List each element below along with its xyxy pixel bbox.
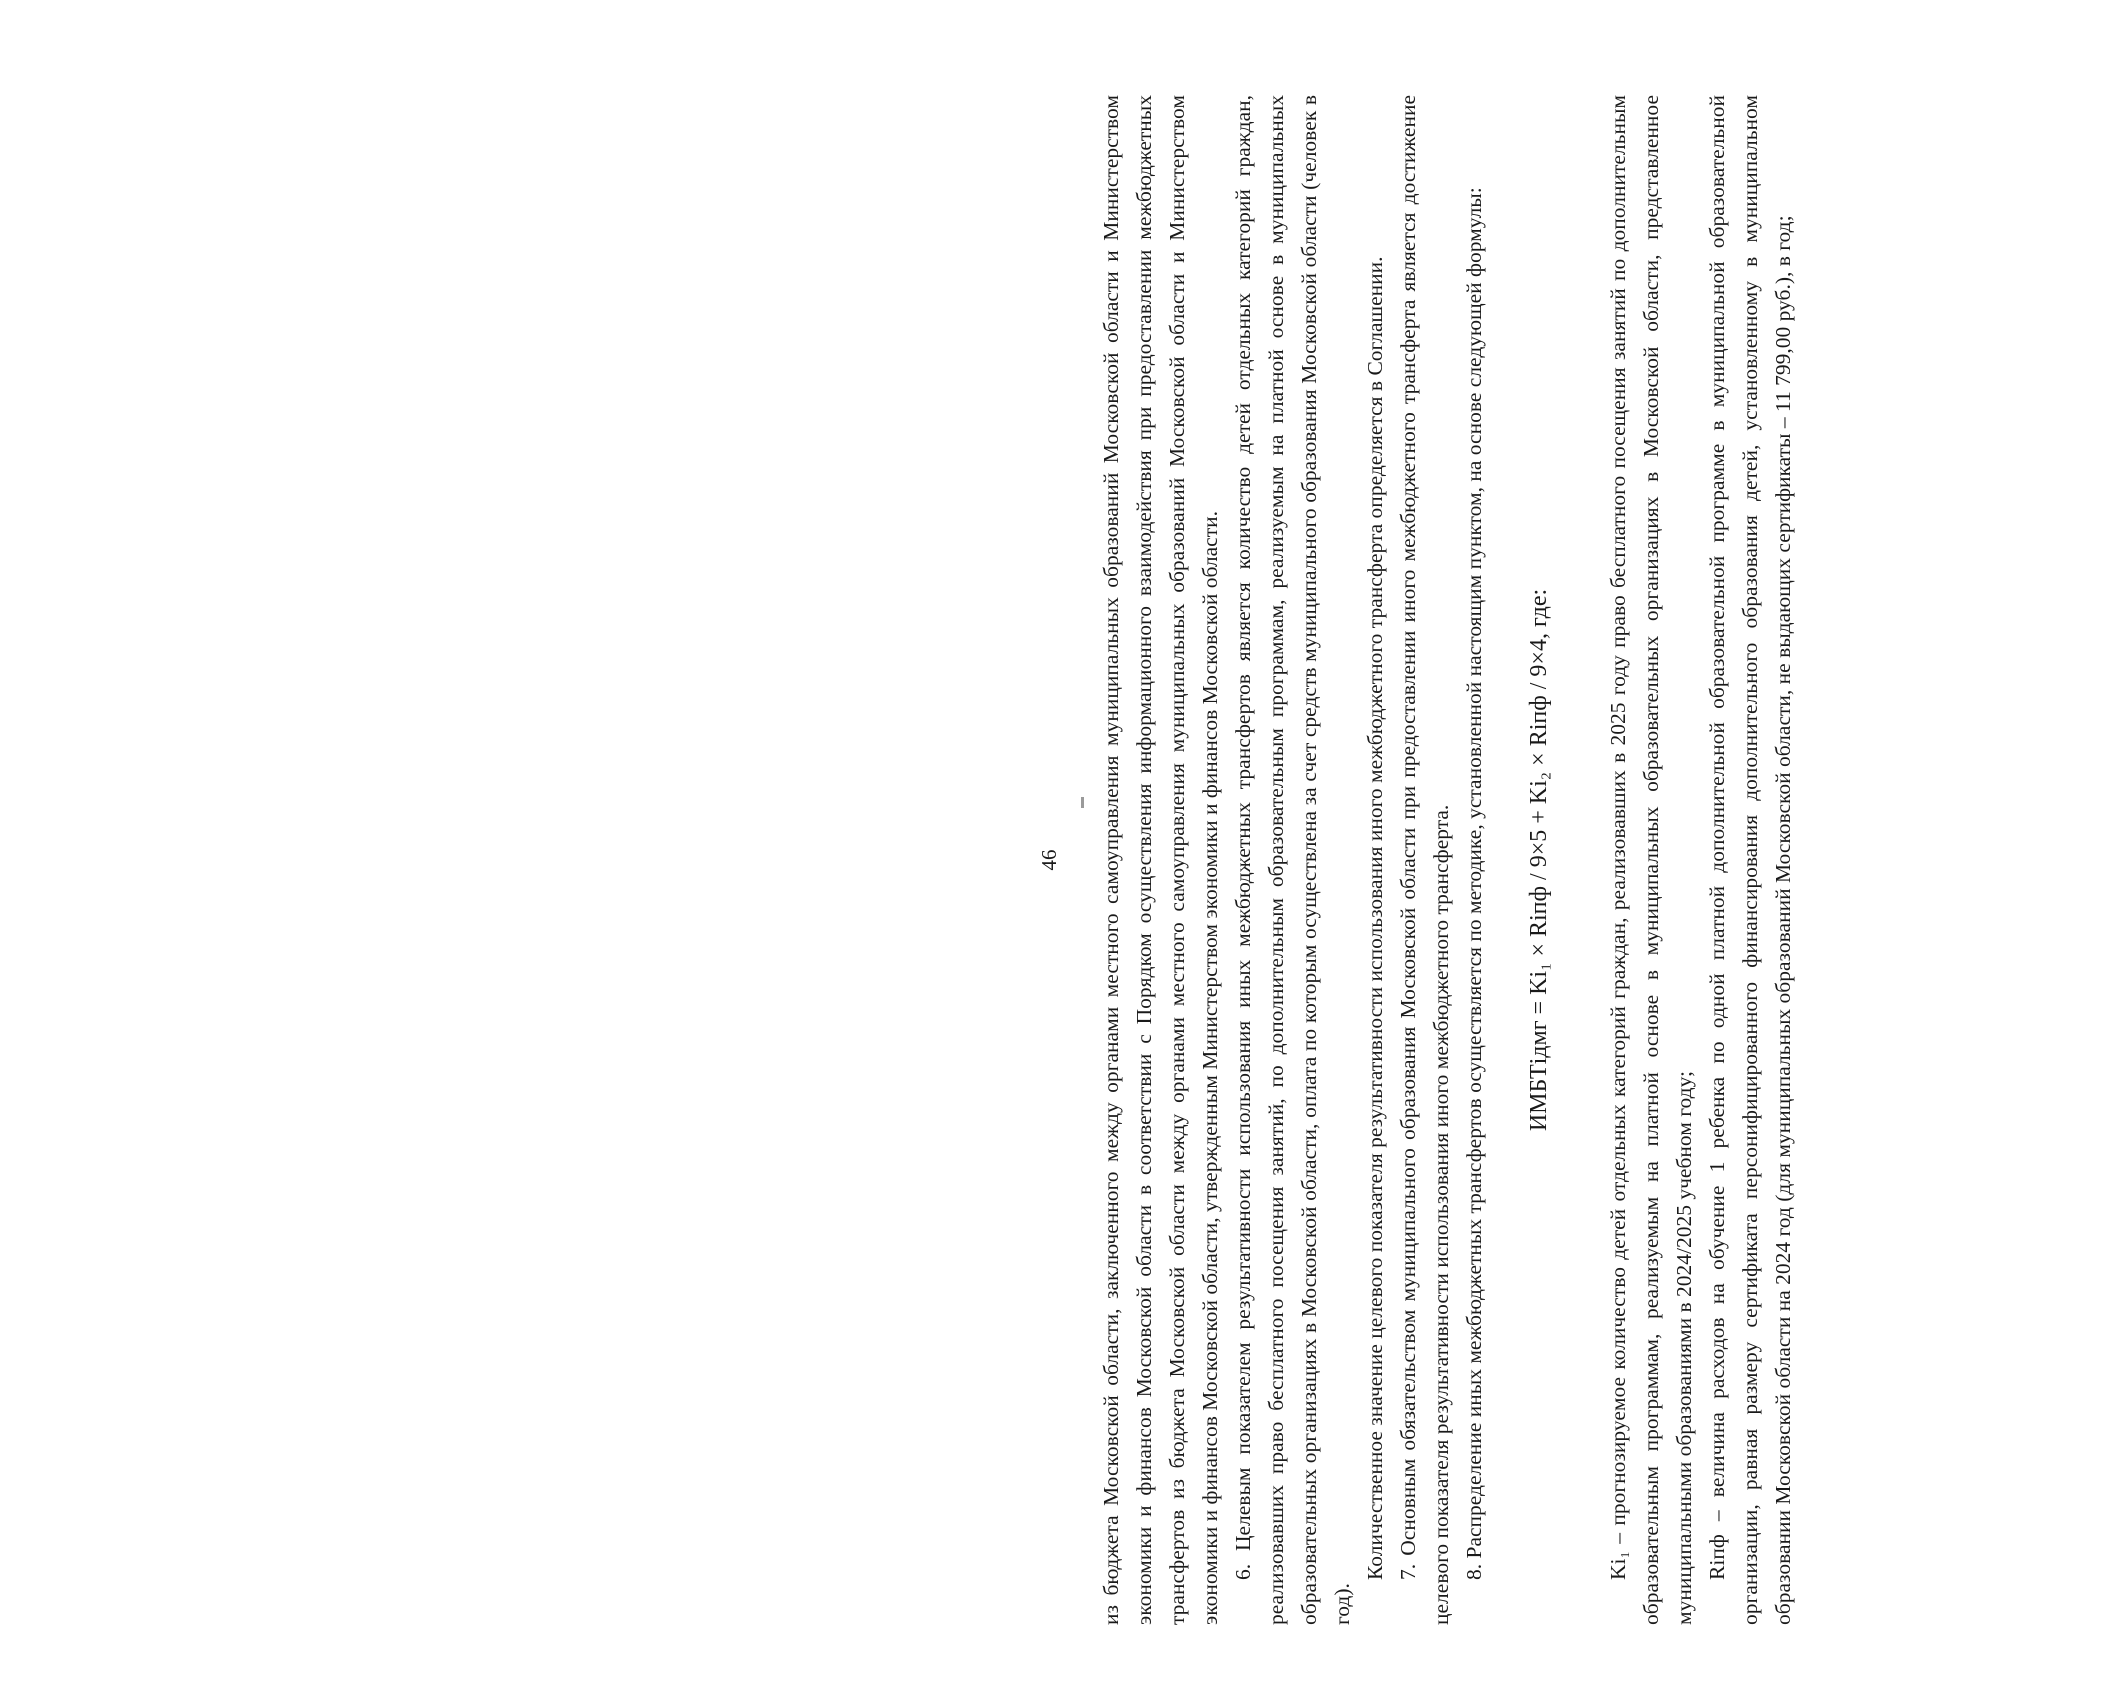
paragraph-8: 8. Распределение иных межбюджетных трансфертов осуществляется по методике, установленной настоящим пунктом, на основе следующей формулы: [1462,187,1486,1580]
definition-ripf: Riпф – величина расходов на обучение 1 ребенка по одной платной дополнительной образовательной программе в муниципальной образовательной организации, равная размеру сертификата персонифицированного финансирования дополнительного образования детей, установленному в муниципальном образовании Московской области на 2024 год (для муниципальных образований Московской области, не выдающих сертификаты – 11 799,00 руб.), в год; [1705,95,1795,1625]
distribution-formula: ИМБТiдмг = Ki₁ × Riпф / 9×5 + Ki₂ × Riпф / 9×4, где: [1526,588,1552,1132]
paragraph-continuation: из бюджета Московской области, заключенного между органами местного самоуправления муниципальных образований Московской области и Министерством экономики и финансов Московской области в соответствии с Порядком осуществления информационного взаимодействия при предоставлении межбюджетных трансфертов из бюджета Московской области между органами местного самоуправления муниципальных образований Московской области и Министерством экономики и финансов Московской области, утвержденным Министерством экономики и финансов Московской области. [1099,95,1222,1625]
scan-artifact-mark [1081,797,1084,808]
page-number: 46 [1037,849,1061,871]
rotated-text-block [1037,95,2105,1625]
paragraph-7: 7. Основным обязательством муниципального образования Московской области при предоставлении иного межбюджетного трансферта является достижение целевого показателя результативности использования иного межбюджетного трансферта. [1396,95,1453,1625]
paragraph-6-value: Количественное значение целевого показателя результативности использования иного межбюджетного трансферта определяется в Соглашении. [1363,256,1387,1580]
definition-ki1: Ki₁ – прогнозируемое количество детей отдельных категорий граждан, реализовавших в 2025 году право бесплатного посещения занятий по дополнительным образовательным программам, реализуемым на платной основе в муниципальных образовательных организациях в Московской области, представленное муниципальными образованиями в 2024/2025 учебном году; [1606,95,1696,1625]
paragraph-6: 6. Целевым показателем результативности использования иных межбюджетных трансфертов является количество детей отдельных категорий граждан, реализовавших право бесплатного посещения занятий, по дополнительным образовательным программам, реализуемым на платной основе в муниципальных образовательных организациях в Московской области, оплата по которым осуществлена за счет средств муниципального образования Московской области (человек в год). [1231,95,1354,1625]
